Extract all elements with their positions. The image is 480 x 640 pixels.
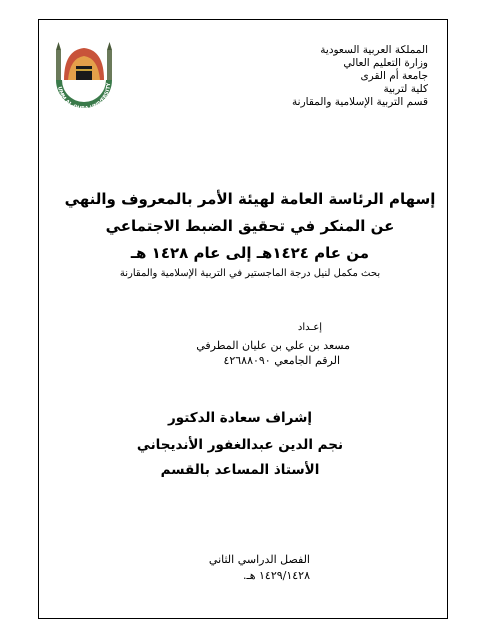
university-logo (48, 40, 120, 116)
country-line: المملكة العربية السعودية (320, 44, 428, 56)
department-line: قسم التربية الإسلامية والمقارنة (292, 96, 428, 108)
academic-year: ١٤٢٩/١٤٢٨ هـ. (242, 569, 310, 582)
supervisor-name: نجم الدين عبدالغفور الأنديجاني (136, 437, 344, 453)
thesis-title-line-3: من عام ١٤٢٤هـ إلى عام ١٤٢٨ هـ (130, 244, 370, 262)
university-line: جامعة أم القرى (360, 70, 428, 82)
semester-label: الفصل الدراسي الثاني (208, 553, 310, 566)
ministry-line: وزارة التعليم العالي (343, 57, 428, 69)
prepared-by-label: إعـداد (297, 322, 323, 333)
supervisor-rank: الأستاذ المساعد بالقسم (160, 462, 320, 478)
student-id: الرقم الجامعي ٤٢٦٨٨٠٩٠ (223, 354, 340, 367)
supervision-label: إشراف سعادة الدكتور (168, 410, 312, 426)
thesis-title-line-2: عن المنكر في تحقيق الضبط الاجتماعي (105, 217, 395, 235)
logo-arc-text: UMM AL-QURA UNIVERSITY (56, 82, 113, 113)
college-line: كلية لتربية (383, 83, 428, 95)
degree-statement: بحث مكمل لنيل درجة الماجستير في التربية الإسلامية والمقارنة (119, 268, 381, 279)
institution-header (228, 44, 428, 109)
author-name: مسعد بن علي بن عليان المطرفي (196, 339, 350, 352)
thesis-title-line-1: إسهام الرئاسة العامة لهيئة الأمر بالمعروف والنهي (64, 190, 436, 208)
